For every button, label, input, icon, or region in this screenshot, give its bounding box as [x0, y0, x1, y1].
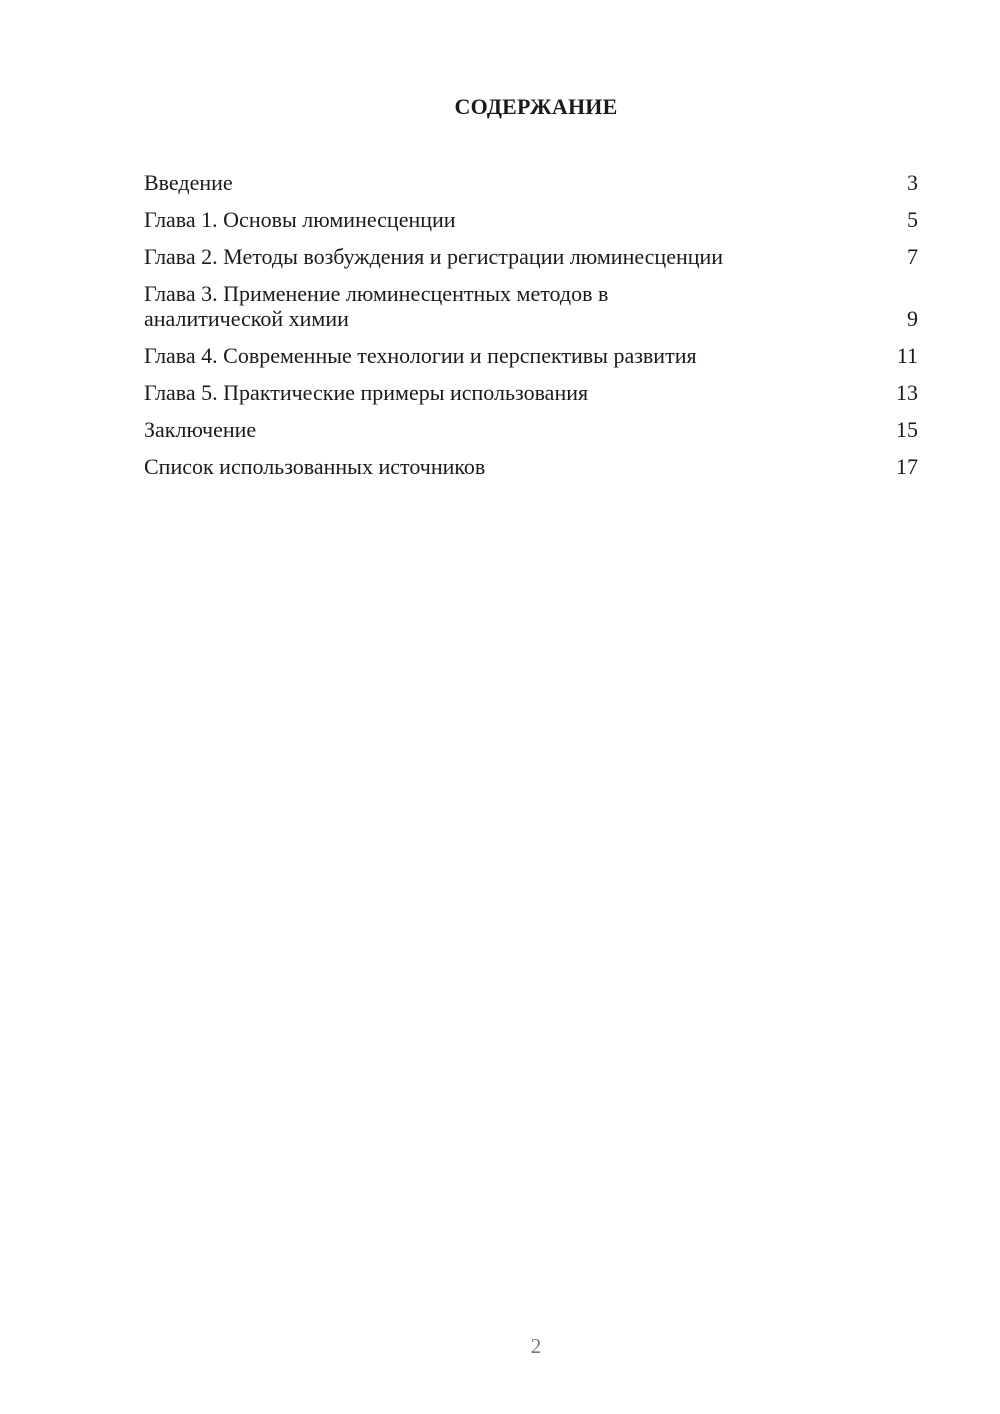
page-title: СОДЕРЖАНИЕ: [454, 94, 618, 119]
toc-row-introduction: [144, 170, 918, 195]
toc-label: Список использованных источников: [144, 454, 486, 479]
toc-label: Глава 1. Основы люминесценции: [144, 207, 456, 232]
toc-row-chapter-5: [144, 380, 918, 405]
toc-page-number: 9: [907, 306, 918, 331]
toc-page-number: 11: [896, 343, 918, 368]
toc-page-number: 17: [896, 454, 918, 479]
toc-row-chapter-3: [144, 281, 918, 331]
toc-page-number: 15: [896, 417, 918, 442]
toc-page-number: 5: [907, 207, 918, 232]
toc-label: Введение: [144, 170, 233, 195]
toc-row-chapter-1: [144, 207, 918, 232]
toc-page-number: 13: [896, 380, 918, 405]
toc-label: Глава 2. Методы возбуждения и регистрации люминесценции: [144, 244, 724, 269]
toc-label: Глава 5. Практические примеры использования: [144, 380, 589, 405]
footer-page-number: 2: [530, 1334, 542, 1358]
toc-label: Глава 4. Современные технологии и перспективы развития: [144, 343, 697, 368]
toc-row-conclusion: [144, 417, 918, 442]
toc-label: Глава 3. Применение люминесцентных методов в аналитической химии: [144, 281, 609, 331]
toc-page-number: 3: [907, 170, 918, 195]
toc-row-chapter-4: [144, 343, 918, 368]
table-of-contents: [144, 170, 918, 491]
toc-label: Заключение: [144, 417, 257, 442]
toc-row-references: [144, 454, 918, 479]
toc-page-number: 7: [907, 244, 918, 269]
toc-row-chapter-2: [144, 244, 918, 269]
